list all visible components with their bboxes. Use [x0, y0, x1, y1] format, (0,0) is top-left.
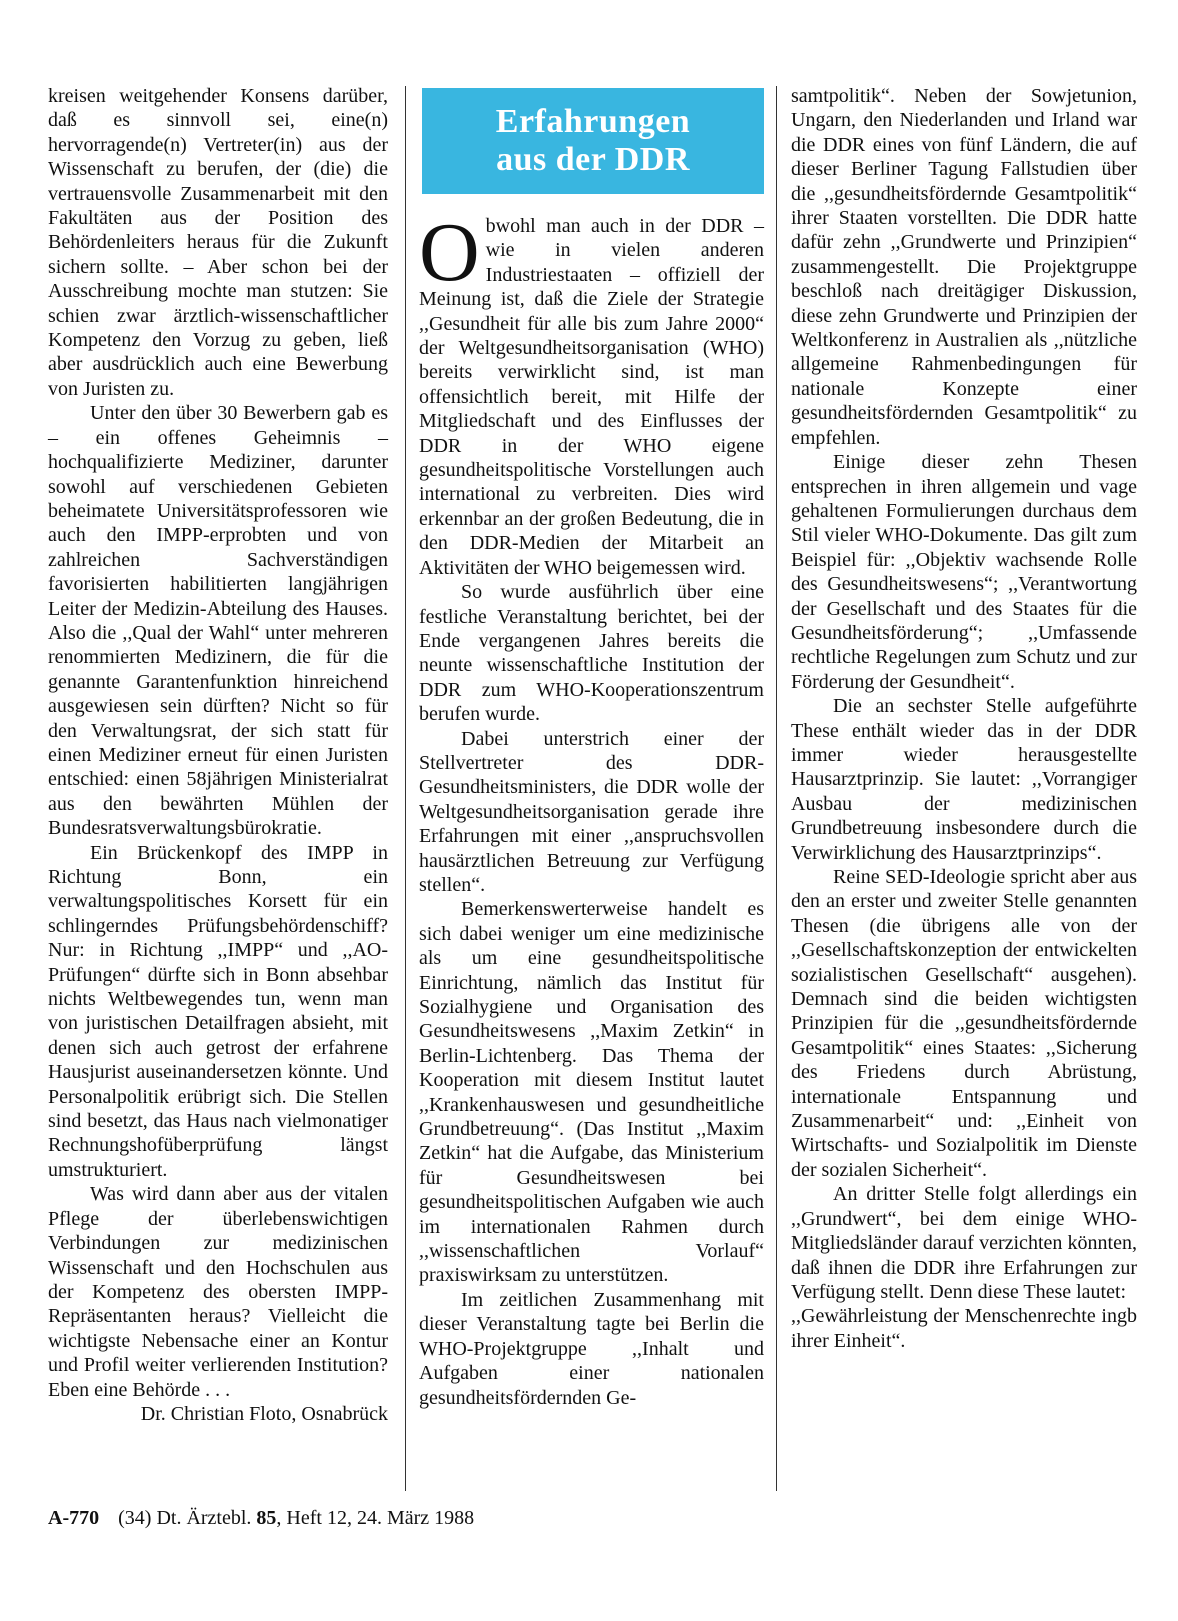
paragraph: Im zeitlichen Zusammenhang mit dieser Veranstaltung tagte bei Berlin die WHO-Projektgruppe ,,Inhalt und Aufgaben einer nationalen gesundheitsfördernden Ge- — [419, 1288, 764, 1409]
page-number: (34) — [118, 1507, 152, 1529]
paragraph: samtpolitik“. Neben der Sowjetunion, Ungarn, den Niederlanden und Irland war die DDR eines von fünf Ländern, die auf dieser Berliner Tagung Fallstudien über die ,,gesundheitsfördernde Gesamtpolitik“ ihrer Staaten vorstellten. Die DDR hatte dafür zehn ,,Grundwerte und Prinzipien“ zusammengestellt. Die Projektgruppe beschloß nach dreitägiger Diskussion, diese zehn Grundwerte und Prinzipien der Weltkonferenz in Australien als ,,nützliche allgemeine Rahmenbedingungen für nationale Konzepte einer gesundheitsfördernden Gesamtpolitik“ zu empfehlen. — [791, 85, 1137, 449]
paragraph: Reine SED-Ideologie spricht aber aus den an erster und zweiter Stelle genannten Thesen (die übrigens alle von der ,,Gesellschaftskonzeption der entwickelten sozialistischen Gesellschaft“ ausgehen). Demnach sind die beiden wichtigsten Prinzipien für die ,,gesundheitsfördernde Gesamtpolitik“ eines Staates: ,,Sicherung des Friedens durch Abrüstung, internationale Entspannung und Zusammenarbeit“ und: ,,Einheit von Wirtschafts- und Sozialpolitik im Dienste der sozialen Sicherheit“. — [791, 866, 1137, 1181]
headline-line-1: Erfahrungen — [495, 103, 691, 140]
journal-name: Dt. Ärztebl. — [156, 1507, 252, 1529]
column-divider-right — [776, 86, 777, 1491]
paragraph: kreisen weitgehender Konsens darüber, daß es sinnvoll sei, eine(n) hervorragende(n) Vertreter(in) aus der Wissenschaft zu berufen, der (die) die vertrauensvolle Zusammenarbeit mit den Fakultäten aus der Position des Behördenleiters heraus für die Zukunft sichern sollte. – Aber schon bei der Ausschreibung mochte man stutzen: Sie schien zwar ärztlich-wissenschaftlicher Kompetenz den Vorzug zu geben, ließ aber ausdrücklich auch eine Bewerbung von Juristen zu. — [48, 85, 388, 400]
paragraph: So wurde ausführlich über eine festliche Veranstaltung berichtet, bei der Ende vergangenen Jahres bereits die neunte wissenschaftliche Institution der DDR zum WHO-Kooperationszentrum berufen wurde. — [419, 581, 764, 726]
paragraph: Einige dieser zehn Thesen entsprechen in ihren allgemein und vage gehaltenen Formulierungen durchaus dem Stil vieler WHO-Dokumente. Das gilt zum Beispiel für: ,,Objektiv wachsende Rolle des Gesundheitswesens“; ,,Verantwortung der Gesellschaft und des Staates für die Gesundheitsförderung“; ,,Umfassende rechtliche Regelungen zum Schutz und zur Förderung der Gesundheit“. — [791, 451, 1137, 693]
paragraph: Die an sechster Stelle aufgeführte These enthält wieder das in der DDR immer wieder herausgestellte Hausarztprinzip. Sie lautet: ,,Vorrangiger Ausbau der medizinischen Grundbetreuung insbesondere durch die Verwirklichung des Hausarztprinzips“. — [791, 695, 1137, 864]
paragraph: Was wird dann aber aus der vitalen Pflege der überlebenswichtigen Verbindungen zur medizinischen Wissenschaft und den Hochschulen aus der Kompetenz des obersten IMPP-Repräsentanten heraus? Vielleicht die wichtigste Nebensache einer an Kontur und Profil weiter verlierenden Institution? Eben eine Behörde . . . — [48, 1183, 388, 1401]
column-divider-left — [405, 86, 406, 1491]
paragraph: Dabei unterstrich einer der Stellvertreter des DDR-Gesundheitsministers, die DDR wolle der Weltgesundheitsorganisation gerade ihre Erfahrungen mit einer ,,anspruchsvollen hausärztlichen Betreuung zur Verfügung stellen“. — [419, 727, 764, 896]
issue-date: , Heft 12, 24. März 1988 — [276, 1507, 475, 1529]
author-signature: Dr. Christian Floto, Osnabrück — [140, 1402, 388, 1425]
headline-line-2: aus der DDR — [496, 141, 690, 178]
paragraph: Ein Brückenkopf des IMPP in Richtung Bonn, ein verwaltungspolitisches Korsett für ein schlingerndes Prüfungsbehördenschiff? Nur: in Richtung ,,IMPP“ und ,,AO-Prüfungen“ dürfte sich in Bonn absehbar nichts Weltbewegendes tun, wenn man von juristischen Detailfragen absieht, mit denen sich auch getrost der erfahrene Hausjurist auseinandersetzen könnte. Und Personalpolitik erübrigt sich. Die Stellen sind besetzt, das Haus nach vielmonatiger Rechnungshofüberprüfung längst umstrukturiert. — [48, 841, 388, 1181]
page-code: A-770 — [48, 1507, 100, 1529]
article-column-left — [48, 84, 388, 1426]
page-footer — [48, 1505, 474, 1531]
headline-box — [422, 88, 764, 194]
paragraph: An dritter Stelle folgt allerdings ein ,,Grundwert“, bei dem einige WHO-Mitgliedsländer darauf verzichten könnten, daß ihnen die DDR ihre Erfahrungen zur Verfügung stellt. Denn diese These lautet: — [791, 1183, 1137, 1303]
journal-volume: 85 — [256, 1507, 277, 1529]
paragraph: Bemerkenswerterweise handelt es sich dabei weniger um eine medizinische als um eine gesundheitspolitische Einrichtung, nämlich das Institut für Sozialhygiene und Organisation des Gesundheitswesens ,,Maxim Zetkin“ in Berlin-Lichtenberg. Das Thema der Kooperation mit diesem Institut lautet ,,Krankenhauswesen und gesundheitliche Grundbetreuung“. (Das Institut ,,Maxim Zetkin“ hat die Aufgabe, das Ministerium für Gesundheitswesen bei gesundheitspolitischen Aufgaben wie auch im internationalen Rahmen durch ,,wissenschaftlichen Vorlauf“ praxiswirksam zu unterstützen. — [419, 898, 764, 1287]
closing-quote: ,,Gewährleistung der Menschenrechte in ihrer Einheit“. — [791, 1305, 1117, 1352]
author-initials: gb — [1117, 1305, 1137, 1328]
closing-line — [791, 1304, 1137, 1353]
paragraph: Unter den über 30 Bewerbern gab es – ein offenes Geheimnis – hochqualifizierte Mediziner, darunter sowohl auf verschiedenen Gebieten beheimatete Universitätsprofessoren wie auch den IMPP-erprobten und von zahlreichen Sachverständigen favorisierten habilitierten langjährigen Leiter der Medizin-Abteilung des Hauses. Also die ,,Qual der Wahl“ unter mehreren renommierten Medizinern, die für die genannte Garantenfunktion hinreichend ausgewiesen sein dürften? Nicht so für den Verwaltungsrat, der sich statt für einen Mediziner erneut für einen Juristen entschied: einen 58jährigen Ministerialrat aus den bewährten Mühlen der Bundesratsverwaltungsbürokratie. — [48, 402, 388, 840]
lead-paragraph-text: bwohl man auch in der DDR – wie in vielen anderen Industriestaaten – offiziell der Meinung ist, daß die Ziele der Strategie ,,Gesundheit für alle bis zum Jahre 2000“ der Weltgesundheitsorganisation (WHO) bereits verwirklicht sind, ist man offensichtlich bereit, mit Hilfe der Mitgliedschaft und des Einflusses der DDR in der WHO eigene gesundheitspolitische Vorstellungen auch international zu verbreiten. Dies wird erkennbar an der großen Bedeutung, die in den DDR-Medien der Mitarbeit an Aktivitäten der WHO beigemessen wird. — [419, 215, 764, 579]
drop-cap: O — [419, 206, 480, 299]
lead-paragraph — [419, 206, 764, 580]
article-column-middle — [419, 206, 764, 1410]
article-column-right — [791, 84, 1137, 1353]
